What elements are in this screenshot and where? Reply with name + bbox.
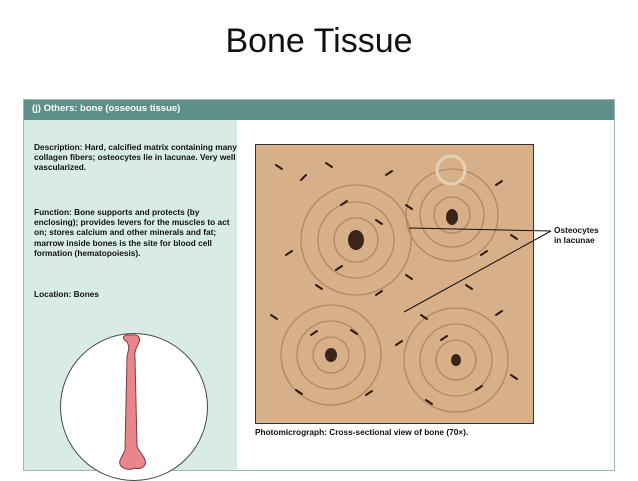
location-text [34,289,239,299]
slide-title: Bone Tissue [225,22,413,60]
panel-header-label: (j) Others: bone (osseous tissue) [32,103,181,114]
description-column [24,120,237,470]
osteocytes-callout [554,225,614,245]
panel-header [24,100,614,120]
description-body: Hard, calcified matrix containing many collagen fibers; osteocytes lie in lacunae. Very well vascularized. [34,142,237,173]
caption-body: Cross-sectional view of bone (70×). [326,427,469,437]
femur-bone-icon [61,334,207,480]
caption-label: Photomicrograph: [255,427,327,437]
callout-line-2: in lacunae [554,235,595,245]
description-label: Description: [34,142,83,152]
figure-panel [23,99,615,471]
description-text [34,142,239,173]
bone-photomicrograph [255,144,534,424]
callout-line-1: Osteocytes [554,225,599,235]
function-text [34,207,239,258]
figure-caption [255,427,595,437]
location-label: Location: [34,289,72,299]
location-body: Bones [71,289,100,299]
femur-illustration [60,333,208,481]
function-body: Bone supports and protects (by enclosing); provides levers for the muscles to act on; stores calcium and other minerals and fat; marrow inside bones is the site for blood cell formation (hematopoiesis). [34,207,230,258]
function-label: Function: [34,207,72,217]
